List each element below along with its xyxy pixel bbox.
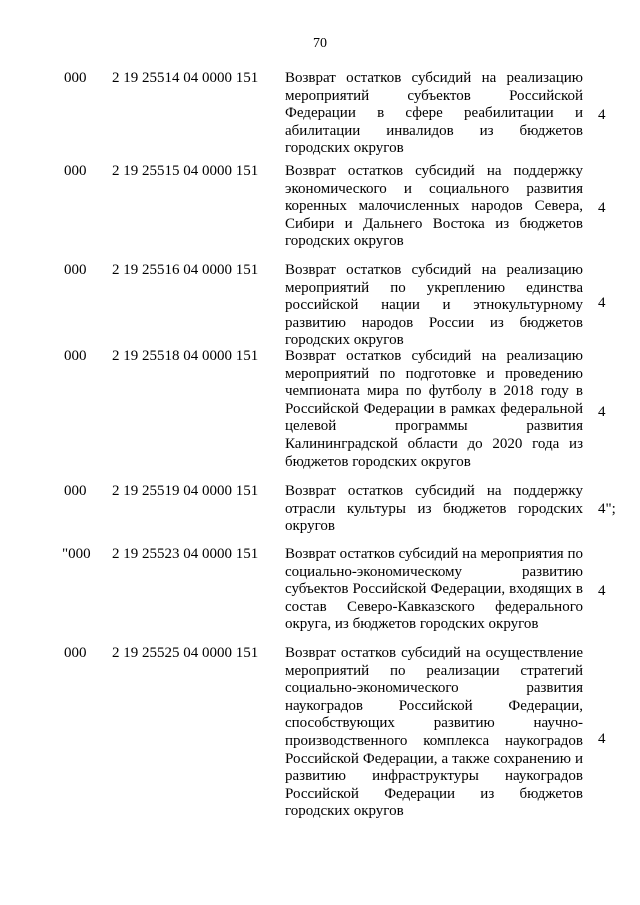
revenue-name: Возврат остатков субсидий на поддержку отрасли культуры из бюджетов городских округов — [285, 483, 583, 535]
budget-classification-code: 2 19 25515 04 0000 151 — [112, 163, 259, 179]
table-row — [0, 70, 640, 158]
value-cell: 4 — [598, 404, 606, 420]
budget-classification-code: 2 19 25525 04 0000 151 — [112, 645, 259, 661]
revenue-name: Возврат остатков субсидий на осуществление мероприятий по реализации стратегий социально-экономического развития наукоградов Российской Федерации, способствующих развитию научно-производственного комплекса наукоградов Российской Федерации, а также сохранению и развитию инфраструктуры наукоградов Российской Федерации из бюджетов городских округов — [285, 645, 583, 820]
table-row — [0, 262, 640, 350]
value-cell: 4 — [598, 583, 606, 599]
table-row — [0, 163, 640, 251]
revenue-name: Возврат остатков субсидий на мероприятия по социально-экономическому развитию субъектов Российской Федерации, входящих в состав Северо-Кавказского федерального округа, из бюджетов городских округов — [285, 546, 583, 633]
value-cell: 4 — [598, 295, 606, 311]
table-row — [0, 546, 640, 634]
revenue-name: Возврат остатков субсидий на реализацию мероприятий по подготовке и проведению чемпионата мира по футболу в 2018 году в Российской Федерации в рамках федеральной целевой программы развития Калининградской области до 2020 года из бюджетов городских округов — [285, 348, 583, 470]
budget-classification-code: 2 19 25523 04 0000 151 — [112, 546, 259, 562]
revenue-name: Возврат остатков субсидий на поддержку экономического и социального развития коренных малочисленных народов Севера, Сибири и Дальнего Востока из бюджетов городских округов — [285, 163, 583, 250]
value-cell: 4 — [598, 107, 606, 123]
value-cell: 4 — [598, 731, 606, 747]
admin-code: 000 — [64, 262, 87, 278]
admin-code: 000 — [64, 163, 87, 179]
admin-code: "000 — [62, 546, 91, 562]
budget-classification-code: 2 19 25519 04 0000 151 — [112, 483, 259, 499]
table-row — [0, 348, 640, 472]
admin-code: 000 — [64, 645, 87, 661]
budget-classification-code: 2 19 25518 04 0000 151 — [112, 348, 259, 364]
admin-code: 000 — [64, 70, 87, 86]
revenue-name: Возврат остатков субсидий на реализацию мероприятий субъектов Российской Федерации в сфере реабилитации и абилитации инвалидов из бюджетов городских округов — [285, 70, 583, 157]
value-cell: 4"; — [598, 501, 616, 517]
table-row — [0, 483, 640, 537]
admin-code: 000 — [64, 483, 87, 499]
budget-classification-code: 2 19 25514 04 0000 151 — [112, 70, 259, 86]
revenue-name: Возврат остатков субсидий на реализацию мероприятий по укреплению единства российской нации и этнокультурному развитию народов России из бюджетов городских округов — [285, 262, 583, 349]
value-cell: 4 — [598, 200, 606, 216]
page-number: 70 — [313, 36, 327, 51]
table-row — [0, 645, 640, 825]
budget-classification-code: 2 19 25516 04 0000 151 — [112, 262, 259, 278]
admin-code: 000 — [64, 348, 87, 364]
